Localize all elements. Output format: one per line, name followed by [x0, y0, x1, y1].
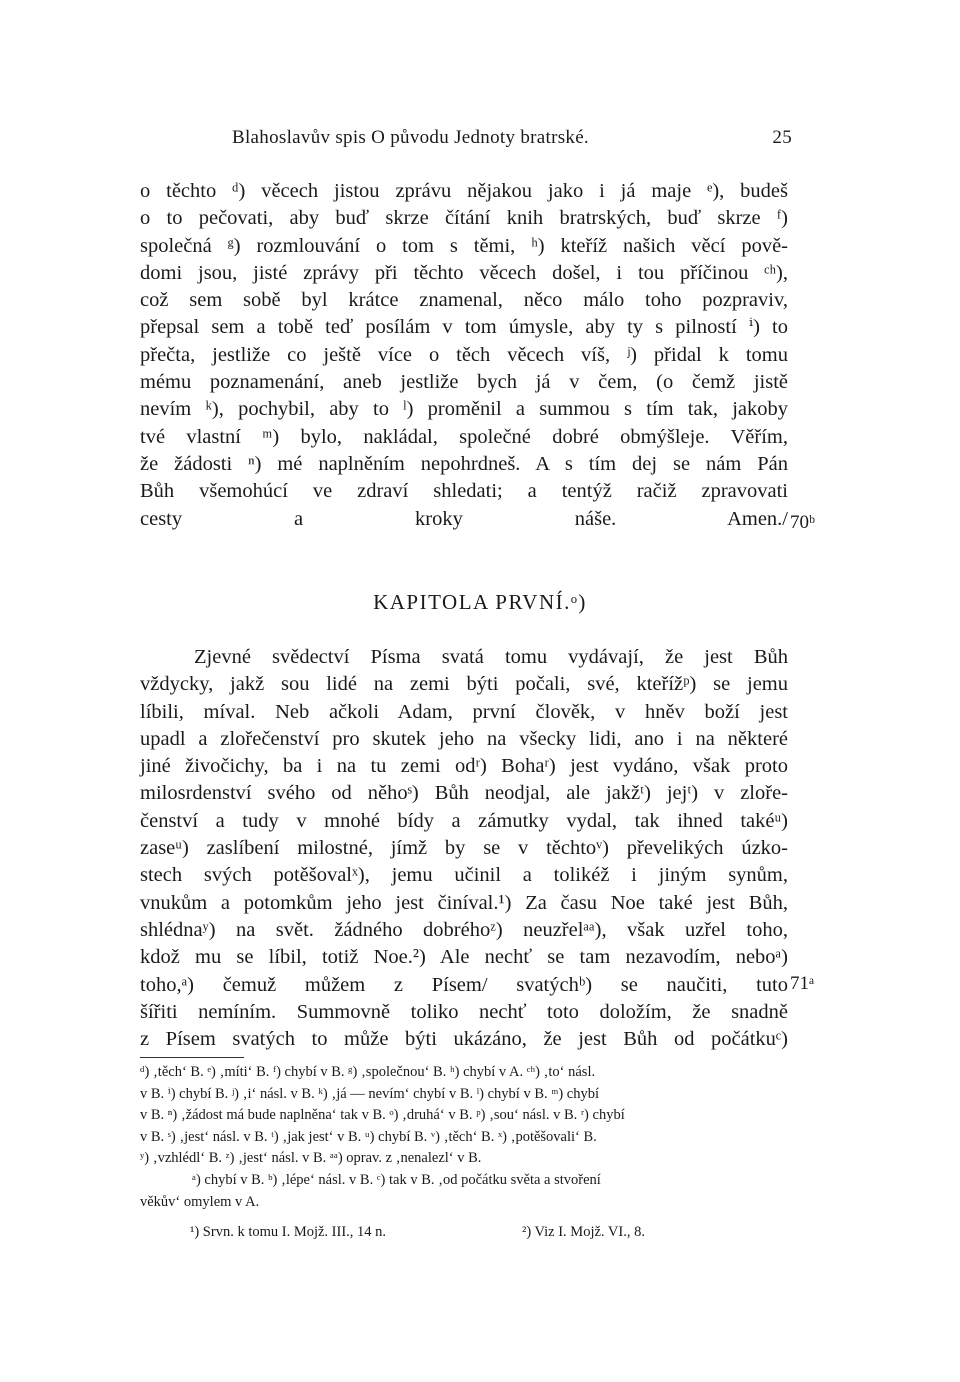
text-line: což sem sobě byl krátce znamenal, něco málo toho pozpraviv,	[140, 289, 788, 312]
running-head	[232, 127, 792, 149]
running-head-title: Blahoslavův spis O původu Jednoty bratrské.	[232, 127, 589, 148]
text-line: Zjevné svědectví Písma svatá tomu vydávají, že jest Bůh	[194, 646, 788, 668]
text-line: cesty a kroky náše. Amen./	[140, 507, 788, 530]
variant-notes	[140, 1062, 788, 1213]
page-number: 25	[772, 127, 792, 148]
text-line: upadl a zlořečenství pro skutek jeho na všecky lidi, ano i na některé	[140, 727, 788, 750]
text-line: nevím ᵏ), pochybil, aby to ˡ) proměnil a summou s tím tak, jakoby	[140, 398, 788, 421]
text-line: Bůh všemohúcí ve zdraví shledati; a tentýž račiž zpravovati	[140, 480, 788, 503]
text-line: vnukům a potomkům jeho jest činíval.¹) Za času Noe také jest Bůh,	[140, 891, 788, 914]
text-line: přepsal sem a tobě teď posílám v tom úmysle, aby ty s pilností ⁱ) to	[140, 316, 788, 339]
footnote-rule	[140, 1057, 244, 1058]
note-line: v B. ˢ) ‚jest‘ násl. v B. ᵗ) ‚jak jest‘ v B. ᵘ) chybí B. ᵛ) ‚těch‘ B. ˣ) ‚potěšovali‘ B.	[140, 1128, 597, 1145]
text-line: shlédnaʸ) na svět. žádného dobréhoᶻ) neuzřelᵃᵃ), však uzřel toho,	[140, 918, 788, 941]
note-line: ʸ) ‚vzhlédl‘ B. ᶻ) ‚jest‘ násl. v B. ᵃᵃ) oprav. z ‚nenalezl‘ v B.	[140, 1150, 482, 1167]
text-line: jiné živočichy, ba i na tu zemi odʳ) Bohaʳ) jest vydáno, však proto	[140, 755, 788, 778]
footnote: ²) Viz I. Mojž. VI., 8.	[522, 1224, 645, 1240]
footnote: ¹) Srvn. k tomu I. Mojž. III., 14 n.	[190, 1224, 387, 1240]
note-line: v B. ⁱ) chybí B. ʲ) ‚i‘ násl. v B. ᵏ) ‚já — nevím‘ chybí v B. ˡ) chybí v B. ᵐ) chybí	[140, 1085, 600, 1102]
text-line: tvé vlastní ᵐ) bylo, nakládal, společné dobré obmýšleje. Věřím,	[140, 425, 788, 448]
text-line: vždycky, jakž sou lidé na zemi býti počali, své, kteřížᵖ) se jemu	[140, 673, 788, 696]
text-line: kdož mu se líbil, totiž Noe.²) Ale nechť se tam nezavodím, neboᵃ)	[140, 946, 788, 969]
text-line: toho,ᵃ) čemuž můžem z Písem/ svatýchᵇ) se naučiti, tuto	[140, 973, 788, 996]
body-paragraph-top	[140, 178, 788, 533]
body-paragraph-bottom	[140, 644, 788, 1053]
text-line: milosrdenství svého od něhoˢ) Bůh neodjal, ale jakžᵗ) jejᵗ) v zlořе-	[140, 782, 788, 805]
text-line: zaseᵘ) zaslíbení milostné, jímž by se v těchtoᵛ) převelikých úzko-	[140, 837, 788, 860]
text-line: že žádosti ⁿ) mé naplněním nepohrdneš. A s tím dej se nám Pán	[140, 452, 788, 475]
text-line: o těchto ᵈ) věcech jistou zprávu nějakou jako i já maje ᵉ), budeš	[140, 180, 788, 202]
text-line: líbili, míval. Neb ačkoli Adam, první člověk, v hněv boží jest	[140, 700, 788, 723]
text-line: šířiti nemíním. Summovně toliko nechť toto doložím, že snadně	[140, 1000, 788, 1023]
footnotes	[190, 1224, 730, 1241]
margin-folio-note: 71ᵃ	[790, 973, 815, 994]
margin-folio-note: 70ᵇ	[790, 512, 815, 533]
text-line: stech svých potěšovalˣ), jemu učinil a tolikéž i jiným synům,	[140, 864, 788, 887]
chapter-title: KAPITOLA PRVNÍ.ᵒ)	[373, 590, 587, 614]
note-line: ᵃ) chybí v B. ᵇ) ‚lépe‘ násl. v B. ᶜ) tak v B. ‚od počátku světa a stvoření	[192, 1171, 601, 1188]
text-line: společná ᵍ) rozmlouvání o tom s těmi, ʰ) kteříž našich věcí pově-	[140, 234, 788, 257]
text-line: domi jsou, jisté zprávy při těchto věcech došel, i tou příčinou ᶜʰ),	[140, 261, 788, 284]
note-line: věkův‘ omylem v A.	[140, 1193, 260, 1210]
text-line: přečta, jestliže co ještě více o těch věcech víš, ʲ) přidal k tomu	[140, 343, 788, 366]
text-line: o to pečovati, aby buď skrze čítání knih bratrských, buď skrze ᶠ)	[140, 207, 788, 230]
text-line: z Písem svatých to může býti ukázáno, že jest Bůh od počátkuᶜ)	[140, 1028, 788, 1051]
text-line: čenství a tudy v mnohé bídy a zámutky vydal, tak ihned takéᵘ)	[140, 809, 788, 832]
text-line: mému poznamenání, aneb jestliže bych já v čem, (o čemž jistě	[140, 371, 788, 394]
note-line: ᵈ) ‚těch‘ B. ᵉ) ‚míti‘ B. ᶠ) chybí v B. ᵍ) ‚společnou‘ B. ʰ) chybí v A. ᶜʰ) ‚to‘ násl.	[140, 1064, 596, 1080]
note-line: v B. ⁿ) ‚žádost má bude naplněna‘ tak v B. ᵒ) ‚druhá‘ v B. ᵖ) ‚sou‘ násl. v B. ʳ) chybí	[140, 1107, 625, 1124]
